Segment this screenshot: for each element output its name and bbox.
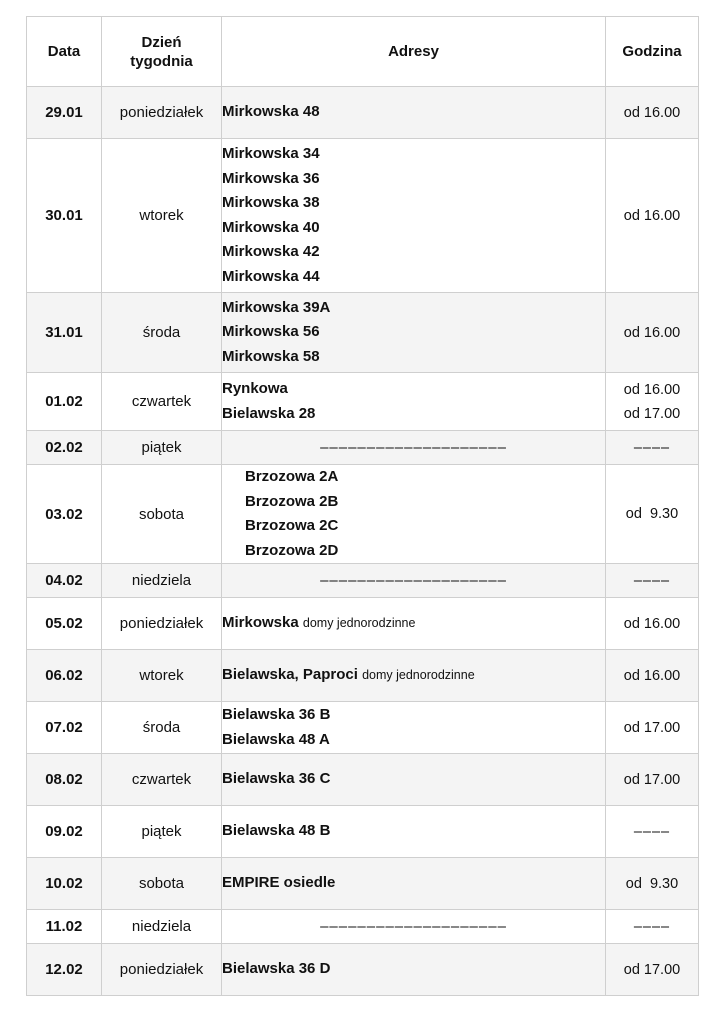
header-addresses: Adresy xyxy=(222,17,606,87)
cell-day: wtorek xyxy=(102,650,222,702)
time-value: od 16.00 xyxy=(623,207,681,224)
cell-time xyxy=(606,431,699,465)
address-main: Brzozowa 2C xyxy=(245,517,339,534)
cell-addresses xyxy=(222,293,606,373)
cell-date: 30.01 xyxy=(27,139,102,293)
table-row xyxy=(27,139,699,293)
cell-time xyxy=(606,806,699,858)
address-main: Bielawska 36 B xyxy=(222,706,331,723)
cell-time xyxy=(606,87,699,139)
cell-day: piątek xyxy=(102,806,222,858)
address-line xyxy=(222,871,605,896)
address-line xyxy=(222,767,605,792)
cell-date: 31.01 xyxy=(27,293,102,373)
cell-day: poniedziałek xyxy=(102,944,222,996)
cell-day: niedziela xyxy=(102,910,222,944)
address-dash: –––––––––––––––––––– xyxy=(320,439,507,456)
cell-date: 02.02 xyxy=(27,431,102,465)
address-main: Mirkowska 34 xyxy=(222,145,320,162)
time-value: od 16.00 xyxy=(623,324,681,341)
address-main: Brzozowa 2A xyxy=(245,468,339,485)
cell-addresses xyxy=(222,139,606,293)
cell-addresses xyxy=(222,431,606,465)
address-line xyxy=(245,514,605,539)
time-value: od 17.00 xyxy=(623,405,681,422)
cell-day: czwartek xyxy=(102,373,222,431)
time-value: od 16.00 xyxy=(623,104,681,121)
cell-day: poniedziałek xyxy=(102,87,222,139)
cell-addresses xyxy=(222,702,606,754)
schedule-body xyxy=(27,87,699,996)
header-time: Godzina xyxy=(606,17,699,87)
time-value: od 17.00 xyxy=(623,771,681,788)
address-line xyxy=(222,663,605,688)
address-main: Mirkowska 56 xyxy=(222,323,320,341)
cell-date: 09.02 xyxy=(27,806,102,858)
cell-addresses xyxy=(222,373,606,431)
address-line xyxy=(222,402,605,427)
address-main: Bielawska 48 B xyxy=(222,822,331,840)
address-line xyxy=(222,728,605,753)
address-main: Brzozowa 2D xyxy=(245,541,339,559)
address-line xyxy=(222,377,605,402)
header-row xyxy=(27,17,699,87)
address-main: Rynkowa xyxy=(222,380,288,397)
cell-addresses xyxy=(222,754,606,806)
table-row xyxy=(27,754,699,806)
cell-day: niedziela xyxy=(102,564,222,598)
cell-day: środa xyxy=(102,702,222,754)
address-line xyxy=(222,240,605,265)
table-row xyxy=(27,293,699,373)
cell-time xyxy=(606,564,699,598)
address-line xyxy=(222,703,605,728)
cell-day: poniedziałek xyxy=(102,598,222,650)
address-line xyxy=(222,345,605,370)
schedule-table xyxy=(26,16,699,996)
cell-time xyxy=(606,373,699,431)
cell-time xyxy=(606,465,699,564)
address-line xyxy=(222,167,605,192)
address-main: Bielawska 36 D xyxy=(222,960,331,978)
cell-addresses xyxy=(222,87,606,139)
cell-day: piątek xyxy=(102,431,222,465)
time-value: od 9.30 xyxy=(625,506,679,522)
cell-time xyxy=(606,910,699,944)
address-main: Mirkowska 48 xyxy=(222,103,320,121)
time-value: od 16.00 xyxy=(623,667,681,684)
cell-day: sobota xyxy=(102,858,222,910)
cell-addresses xyxy=(222,910,606,944)
cell-addresses xyxy=(222,564,606,598)
table-row xyxy=(27,431,699,465)
time-dash: –––– xyxy=(633,439,671,456)
header-date: Data xyxy=(27,17,102,87)
time-value: od 17.00 xyxy=(623,961,681,978)
table-row xyxy=(27,806,699,858)
cell-time xyxy=(606,139,699,293)
time-value: od 17.00 xyxy=(623,719,681,736)
address-main: Mirkowska xyxy=(222,614,299,632)
table-row xyxy=(27,650,699,702)
cell-date: 03.02 xyxy=(27,465,102,564)
time-value: od 9.30 xyxy=(625,875,679,892)
address-main: Mirkowska 39A xyxy=(222,298,331,316)
address-main: Mirkowska 40 xyxy=(222,218,320,236)
cell-date: 08.02 xyxy=(27,754,102,806)
address-line xyxy=(245,539,605,564)
address-main: Bielawska 28 xyxy=(222,404,316,422)
cell-date: 29.01 xyxy=(27,87,102,139)
address-note: domy jednorodzinne xyxy=(362,668,475,683)
time-value: od 16.00 xyxy=(623,615,681,632)
cell-addresses xyxy=(222,944,606,996)
cell-date: 11.02 xyxy=(27,910,102,944)
cell-time xyxy=(606,858,699,910)
address-line xyxy=(222,320,605,345)
address-main: Bielawska, Paproci xyxy=(222,666,358,684)
header-day-label: Dzień tygodnia xyxy=(130,33,193,70)
cell-addresses xyxy=(222,858,606,910)
header-day xyxy=(102,17,222,87)
address-main: EMPIRE osiedle xyxy=(222,874,336,892)
address-line xyxy=(222,296,605,321)
table-row xyxy=(27,598,699,650)
cell-date: 01.02 xyxy=(27,373,102,431)
address-line xyxy=(222,265,605,290)
cell-date: 04.02 xyxy=(27,564,102,598)
time-dash: –––– xyxy=(633,572,671,589)
address-main: Mirkowska 58 xyxy=(222,347,320,365)
address-main: Mirkowska 44 xyxy=(222,267,320,285)
cell-date: 05.02 xyxy=(27,598,102,650)
cell-day: sobota xyxy=(102,465,222,564)
address-line xyxy=(222,819,605,844)
cell-day: środa xyxy=(102,293,222,373)
cell-date: 07.02 xyxy=(27,702,102,754)
table-row xyxy=(27,910,699,944)
address-main: Bielawska 48 A xyxy=(222,730,330,748)
cell-date: 10.02 xyxy=(27,858,102,910)
cell-addresses xyxy=(222,650,606,702)
cell-date: 06.02 xyxy=(27,650,102,702)
cell-time xyxy=(606,650,699,702)
time-value: od 16.00 xyxy=(623,381,681,398)
address-line xyxy=(222,216,605,241)
address-dash: –––––––––––––––––––– xyxy=(320,572,507,589)
cell-time xyxy=(606,293,699,373)
cell-time xyxy=(606,598,699,650)
cell-addresses xyxy=(222,806,606,858)
table-row xyxy=(27,373,699,431)
address-line xyxy=(222,957,605,982)
address-line xyxy=(222,100,605,125)
table-row xyxy=(27,87,699,139)
table-row xyxy=(27,858,699,910)
table-row xyxy=(27,944,699,996)
address-line xyxy=(222,142,605,167)
address-main: Mirkowska 38 xyxy=(222,194,320,211)
address-line xyxy=(222,611,605,636)
cell-addresses xyxy=(222,465,606,564)
table-row xyxy=(27,564,699,598)
cell-day: czwartek xyxy=(102,754,222,806)
cell-addresses xyxy=(222,598,606,650)
address-note: domy jednorodzinne xyxy=(302,616,416,631)
address-main: Mirkowska 42 xyxy=(222,243,320,260)
address-main: Mirkowska 36 xyxy=(222,169,320,187)
cell-time xyxy=(606,702,699,754)
address-line xyxy=(222,191,605,216)
address-dash: –––––––––––––––––––– xyxy=(320,918,507,935)
table-row xyxy=(27,465,699,564)
time-dash: –––– xyxy=(633,823,671,840)
address-line xyxy=(245,465,605,490)
address-main: Bielawska 36 C xyxy=(222,770,331,788)
table-row xyxy=(27,702,699,754)
cell-date: 12.02 xyxy=(27,944,102,996)
cell-time xyxy=(606,754,699,806)
cell-day: wtorek xyxy=(102,139,222,293)
cell-time xyxy=(606,944,699,996)
address-main: Brzozowa 2B xyxy=(245,492,339,510)
address-line xyxy=(245,490,605,515)
time-dash: –––– xyxy=(633,918,671,935)
